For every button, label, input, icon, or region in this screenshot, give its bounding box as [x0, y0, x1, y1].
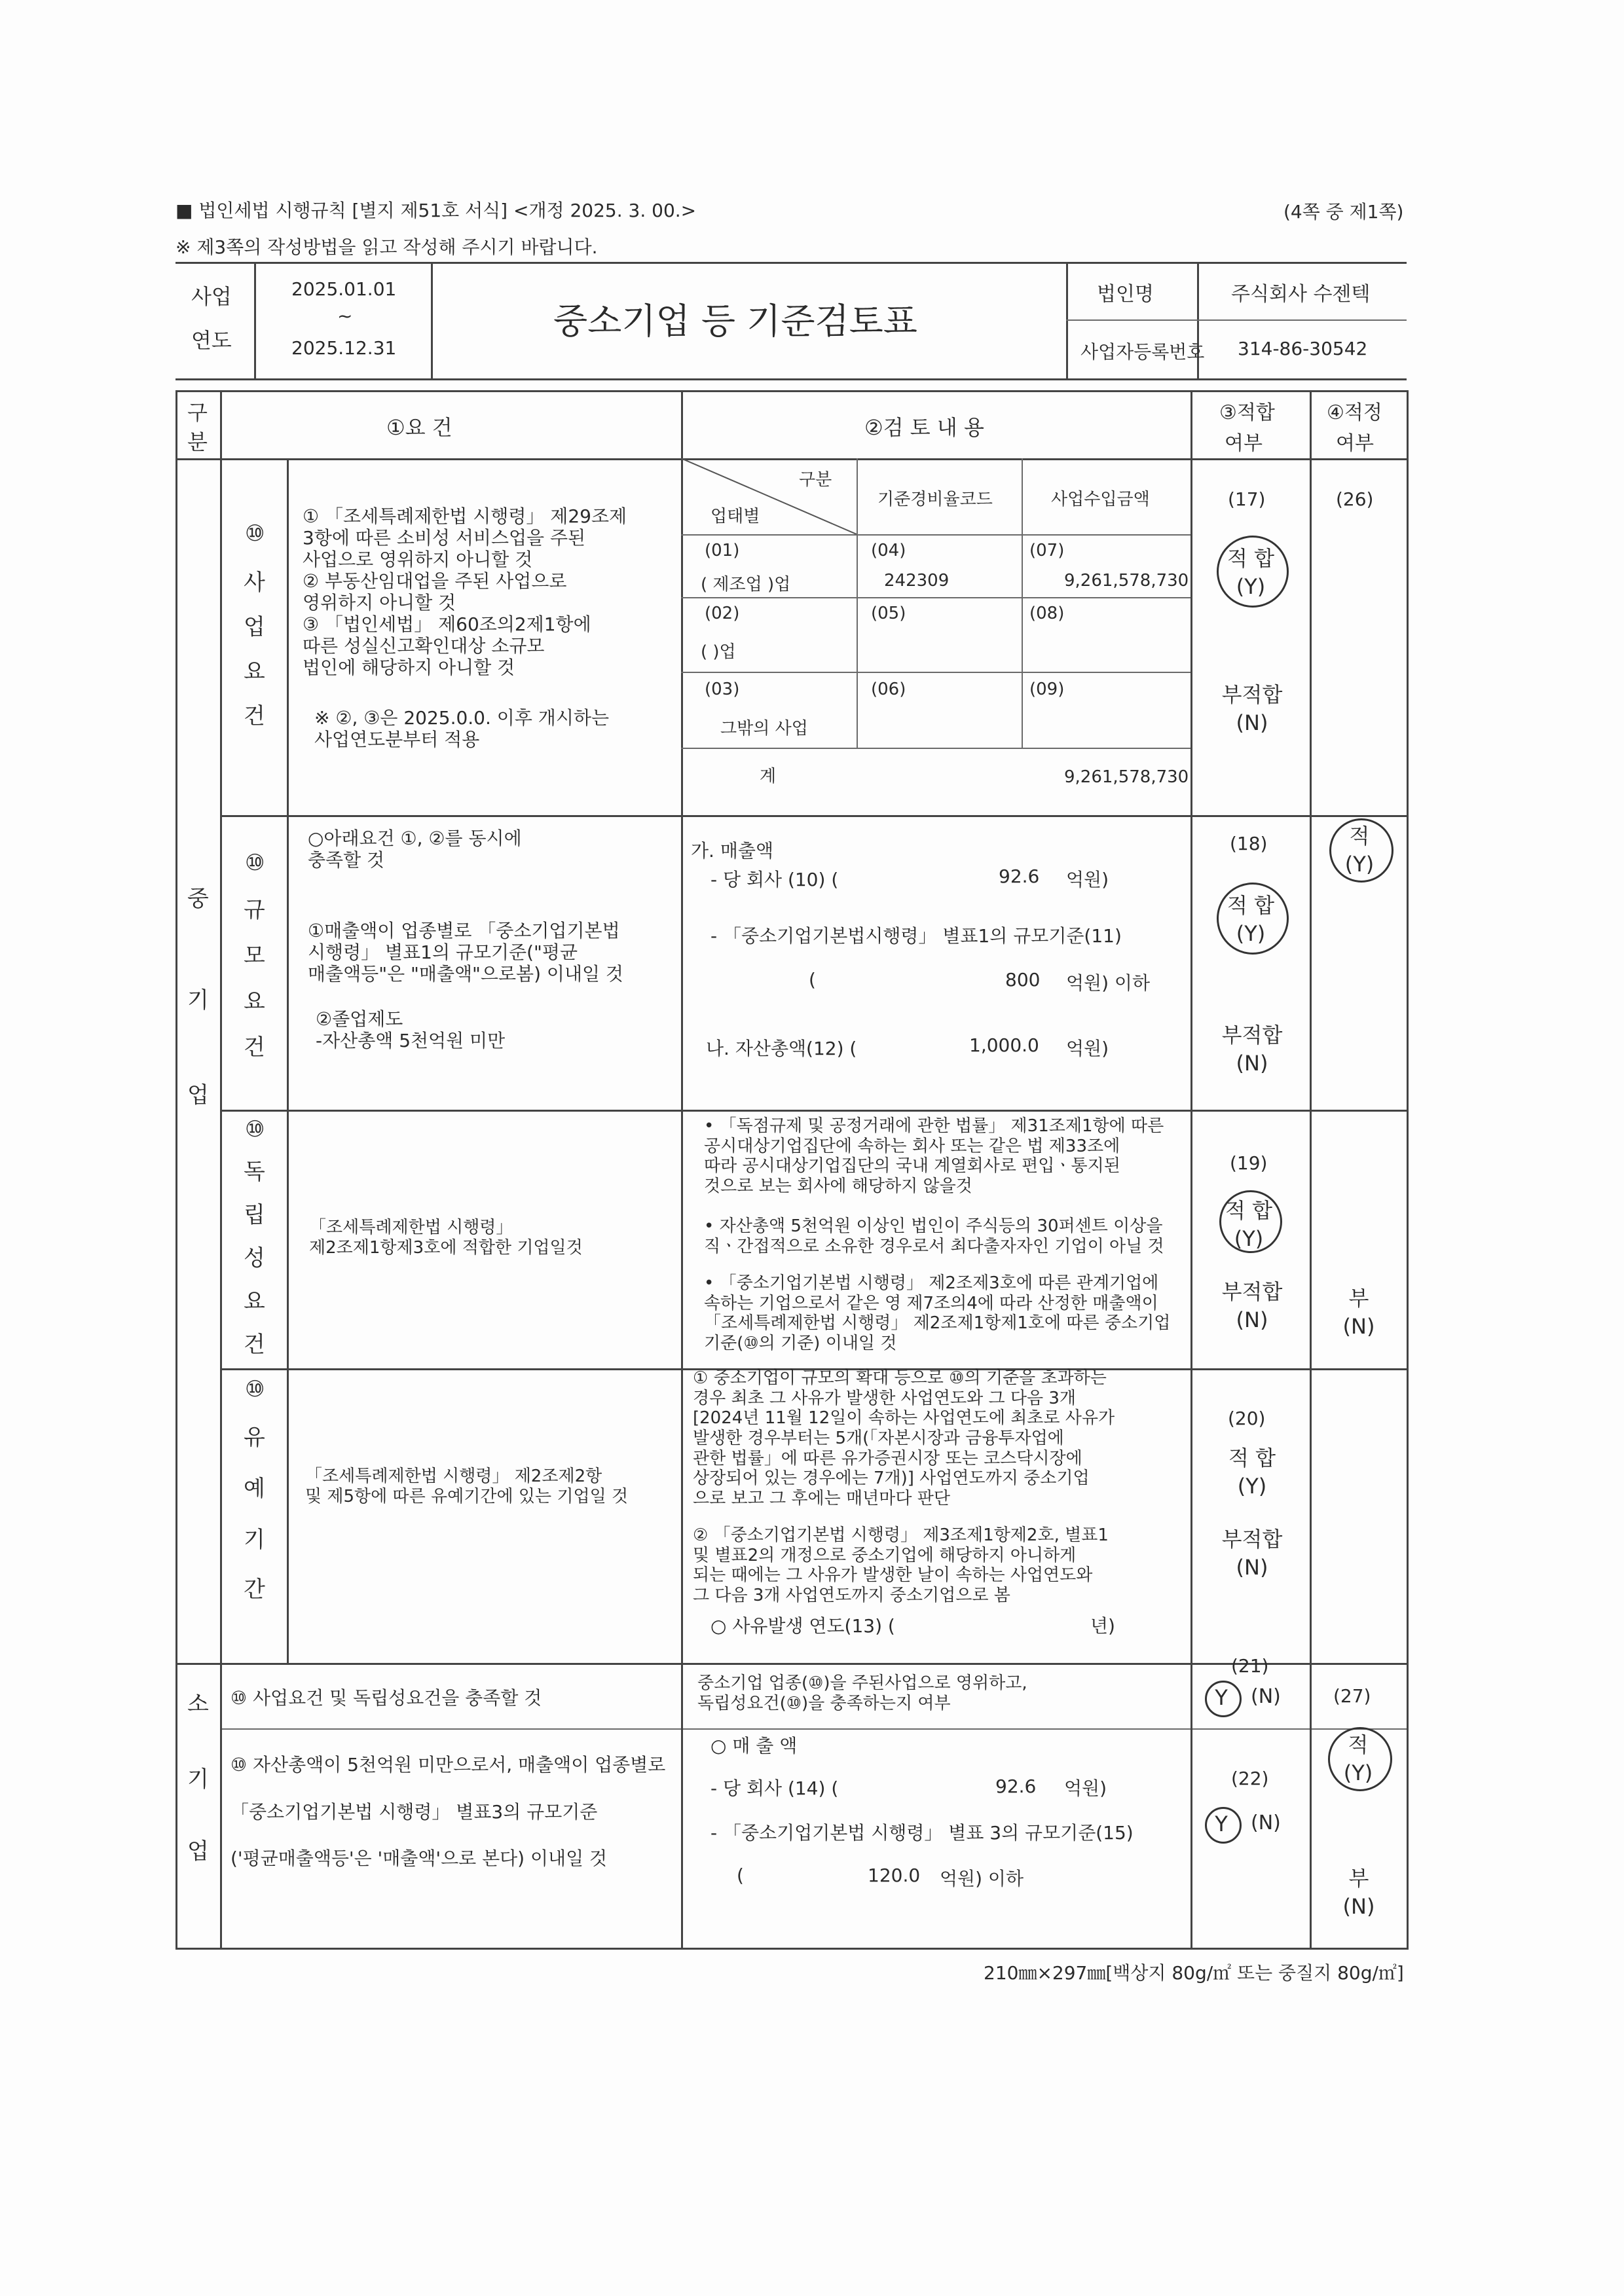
header-final-2: 여부 — [1336, 432, 1374, 455]
row102-requirement-c: ②졸업제도 -자산총액 5천억원 미만 — [316, 1008, 506, 1052]
header-fit-1: ③적합 — [1219, 401, 1275, 424]
document-title: 중소기업 등 기준검토표 — [553, 301, 917, 342]
row102-size-unit: 억원) 이하 — [1066, 972, 1151, 994]
row102-label-4: 건 — [244, 1034, 265, 1061]
row106-size-unit: 억원) 이하 — [940, 1868, 1024, 1889]
row101-final-code: (26) — [1336, 488, 1374, 510]
fiscal-year-label-bottom: 연도 — [191, 328, 232, 353]
row104-para-2: ② 「중소기업기본법 시행령」 제3조제1항제2호, 별표1 및 별표2의 개정으로 중소기업에 해당하지 아니하게 되는 때에는 그 사유가 발생한 날이 속하는 사업연도와 그 다음 3개 사업연도까지 중소기업으로 봄 — [693, 1525, 1109, 1606]
row103-fit-stamp: 적 합 (Y) — [1225, 1198, 1272, 1252]
header-gubun-1: 구 — [187, 400, 208, 425]
row08-code: (08) — [1029, 604, 1065, 623]
row06-code: (06) — [871, 680, 906, 699]
row104-requirement: 「조세특례제한법 시행령」 제2조제2항 및 제5항에 따른 유예기간에 있는 기업일 것 — [305, 1467, 629, 1506]
row106-revenue-value: 92.6 — [995, 1776, 1037, 1797]
row105-no: (N) — [1251, 1685, 1281, 1708]
row103-label-1: 독 — [244, 1159, 265, 1185]
row102-assets-value: 1,000.0 — [969, 1034, 1039, 1056]
row04-value: 242309 — [884, 571, 950, 591]
category-small-1: 소 — [187, 1691, 209, 1717]
row104-label-3: 기 — [244, 1527, 265, 1553]
row102-label-1: 규 — [244, 897, 265, 923]
row101-label-3: 요 — [244, 659, 265, 685]
row03-code: (03) — [705, 680, 740, 699]
row101-unfit: 부적합 (N) — [1221, 682, 1283, 736]
row05-code: (05) — [871, 604, 906, 623]
row102-requirement-b: ①매출액이 업종별로 「중소기업기본법 시행령」 별표1의 규모기준("평균 매출액등"은 "매출액"으로봄) 이내일 것 — [308, 920, 623, 985]
row104-para-3: ○ 사유발생 연도(13) ( — [710, 1615, 895, 1637]
row102-final-stamp: 적 (Y) — [1344, 824, 1375, 877]
row102-revenue-unit: 억원) — [1066, 869, 1109, 890]
header-final-1: ④적정 — [1327, 401, 1382, 424]
row104-number: ⑩ — [245, 1376, 265, 1402]
row104-label-4: 간 — [244, 1576, 265, 1603]
row103-unfit: 부적합 (N) — [1221, 1279, 1283, 1333]
form-reference: ■ 법인세법 시행규칙 [별지 제51호 서식] <개정 2025. 3. 00.> — [175, 200, 697, 221]
row101-fit-code: (17) — [1228, 488, 1266, 510]
row103-label-2: 립 — [244, 1202, 265, 1228]
corp-name: 주식회사 수젠텍 — [1231, 283, 1371, 306]
table-header-code: 기준경비율코드 — [877, 490, 993, 509]
row07-value: 9,261,578,730 — [1064, 571, 1189, 591]
period-start: 2025.01.01 — [291, 278, 397, 300]
row104-label-2: 예 — [244, 1476, 265, 1502]
row103-number: ⑩ — [245, 1116, 265, 1142]
row105-final-code: (27) — [1333, 1685, 1371, 1707]
category-sme-3: 업 — [187, 1082, 209, 1108]
row102-assets-unit: 억원) — [1066, 1038, 1109, 1059]
row106-final-no: 부 (N) — [1342, 1866, 1375, 1920]
row101-fit-stamp: 적 합 (Y) — [1227, 546, 1274, 600]
row102-fit-code: (18) — [1230, 833, 1268, 854]
row02-industry: ( )업 — [701, 642, 736, 662]
row102-label-2: 모 — [244, 943, 265, 969]
row106-review-a: ○ 매 출 액 — [710, 1735, 798, 1757]
row106-revenue-unit: 억원) — [1064, 1777, 1107, 1799]
row103-final: 부 (N) — [1342, 1286, 1375, 1339]
row104-unfit: 부적합 (N) — [1221, 1527, 1283, 1580]
row104-fit: 적 합 (Y) — [1228, 1446, 1276, 1499]
row106-review-c: - 「중소기업기본법 시행령」 별표 3의 규모기준(15) — [710, 1822, 1134, 1844]
row101-label-4: 건 — [244, 703, 265, 729]
row102-number: ⑩ — [245, 850, 265, 876]
row103-label-5: 건 — [244, 1332, 265, 1358]
row106-fit-code: (22) — [1231, 1768, 1269, 1789]
row102-label-3: 요 — [244, 989, 265, 1015]
row103-label-3: 성 — [244, 1245, 265, 1271]
row103-bullet-1: • 「독점규제 및 공정거래에 관한 법률」 제31조제1항에 따른 공시대상기업집단에 속하는 회사 또는 같은 법 제33조에 따라 공시대상기업집단의 국내 계열회사로 편입ㆍ통지된 것으로 보는 회사에 해당하지 않을것 — [704, 1116, 1164, 1197]
row02-code: (02) — [705, 604, 740, 623]
period-end: 2025.12.31 — [291, 337, 397, 359]
row104-fit-code: (20) — [1228, 1408, 1266, 1429]
row104-para-1: ① 중소기업이 규모의 확대 등으로 ⑩의 기준을 초과하는 경우 최초 그 사유가 발생한 사업연도와 그 다음 3개 [2024년 11월 12일이 속하는 사업연도에 최초로 사유가 발생한 경우부터는 5개(「자본시장과 금융투자업에 관한 법률」에 따른 유가증권시장 또는 코스닥시장에 상장되어 있는 경우에는 7개)] 사업연도까지 중소기업 으로 보고 그 후에는 매년마다 판단 — [693, 1368, 1115, 1509]
row105-requirement: ⑩ 사업요건 및 독립성요건을 충족할 것 — [231, 1687, 542, 1709]
biz-reg-number: 314-86-30542 — [1238, 338, 1368, 359]
row09-code: (09) — [1029, 680, 1065, 699]
row102-review-e: 나. 자산총액(12) ( — [706, 1038, 857, 1059]
row04-code: (04) — [871, 541, 906, 560]
row103-requirement: 「조세특례제한법 시행령」 제2조제1항제3호에 적합한 기업일것 — [309, 1218, 583, 1258]
row102-review-d: ( — [809, 969, 816, 991]
row104-label-1: 유 — [244, 1425, 265, 1451]
row106-no: (N) — [1251, 1812, 1281, 1834]
row103-bullet-2: • 자산총액 5천억원 이상인 법인이 주식등의 30퍼센트 이상을 직ㆍ간접적으로 소유한 경우로서 최다출자자인 기업이 아닐 것 — [704, 1216, 1164, 1256]
category-small-3: 업 — [187, 1838, 209, 1865]
row102-unfit: 부적합 (N) — [1221, 1023, 1283, 1076]
row105-yes: Y — [1215, 1685, 1228, 1710]
row102-requirement-a: ○아래요건 ①, ②를 동시에 충족할 것 — [308, 828, 522, 871]
header-review: ②검 토 내 용 — [864, 415, 984, 440]
total-label: 계 — [760, 767, 777, 786]
paper-spec: 210㎜×297㎜[백상지 80g/㎡ 또는 중질지 80g/㎡] — [984, 1962, 1404, 1984]
row01-industry: ( 제조업 )업 — [701, 575, 791, 594]
category-sme-2: 기 — [187, 987, 209, 1013]
row101-note: ※ ②, ③은 2025.0.0. 이후 개시하는 사업연도분부터 적용 — [314, 707, 609, 751]
row03-industry: 그밖의 사업 — [720, 719, 808, 738]
page-number: (4쪽 중 제1쪽) — [1283, 201, 1404, 223]
row101-label-1: 사 — [244, 570, 265, 596]
row106-review-b: - 당 회사 (14) ( — [710, 1777, 839, 1799]
row106-requirement: ⑩ 자산총액이 5천억원 미만으로서, 매출액이 업종별로 「중소기업기본법 시행령」 별표3의 규모기준 ('평균매출액등'은 '매출액'으로 본다) 이내일 것 — [231, 1754, 666, 1870]
category-sme-1: 중 — [187, 886, 209, 912]
category-small-2: 기 — [187, 1766, 209, 1793]
fiscal-year-label-top: 사업 — [191, 284, 232, 309]
row106-review-d: ( — [737, 1865, 744, 1886]
table-header-revenue: 사업수입금액 — [1051, 490, 1150, 509]
row101-label-2: 업 — [244, 614, 265, 640]
row103-fit-code: (19) — [1230, 1152, 1268, 1174]
table-header-industry: 업태별 — [710, 507, 760, 526]
row102-review-a: 가. 매출액 — [691, 840, 773, 862]
header-requirement: ①요 건 — [386, 415, 452, 440]
row101-requirement: ① 「조세특례제한법 시행령」 제29조제 3항에 따른 소비성 서비스업을 주된 사업으로 영위하지 아니할 것 ② 부동산임대업을 주된 사업으로 영위하지 아니할 것 ③ 「법인세법」 제60조의2제1항에 따른 성실신고확인대상 소규모 법인에 해당하지 아니할 것 — [303, 505, 627, 679]
row105-review: 중소기업 업종(⑩)을 주된사업으로 영위하고, 독립성요건(⑩)을 충족하는지 여부 — [697, 1673, 1027, 1713]
row01-code: (01) — [705, 541, 740, 560]
row106-size-value: 120.0 — [868, 1865, 921, 1886]
row106-yes: Y — [1215, 1812, 1228, 1836]
biz-reg-label: 사업자등록번호 — [1080, 341, 1205, 363]
row102-review-b: - 당 회사 (10) ( — [710, 869, 839, 890]
row102-fit-stamp: 적 합 (Y) — [1227, 893, 1274, 947]
row101-number: ⑩ — [245, 520, 265, 547]
header-gubun-2: 분 — [187, 429, 208, 454]
table-header-gubun: 구분 — [799, 470, 832, 490]
row103-bullet-3: • 「중소기업기본법 시행령」 제2조제3호에 따른 관계기업에 속하는 기업으로서 같은 영 제7조의4에 따라 산정한 매출액이 「조세특례제한법 시행령」 제2조제1항제1호에 따른 중소기업 기준(⑩의 기준) 이내일 것 — [704, 1273, 1171, 1354]
writing-notice: ※ 제3쪽의 작성방법을 읽고 작성해 주시기 바랍니다. — [175, 236, 598, 258]
row102-review-c: - 「중소기업기본법시행령」 별표1의 규모기준(11) — [710, 925, 1122, 947]
corp-name-label: 법인명 — [1097, 283, 1154, 306]
row106-final-stamp: 적 (Y) — [1343, 1732, 1373, 1786]
header-fit-2: 여부 — [1225, 432, 1263, 455]
total-value: 9,261,578,730 — [1064, 767, 1189, 787]
row102-revenue-value: 92.6 — [999, 866, 1040, 887]
row102-size-value: 800 — [1005, 969, 1041, 991]
period-tilde: ~ — [337, 305, 353, 327]
row104-para-3-unit: 년) — [1090, 1615, 1115, 1637]
row103-label-4: 요 — [244, 1288, 265, 1315]
row105-fit-code: (21) — [1231, 1655, 1269, 1677]
row07-code: (07) — [1029, 541, 1065, 560]
